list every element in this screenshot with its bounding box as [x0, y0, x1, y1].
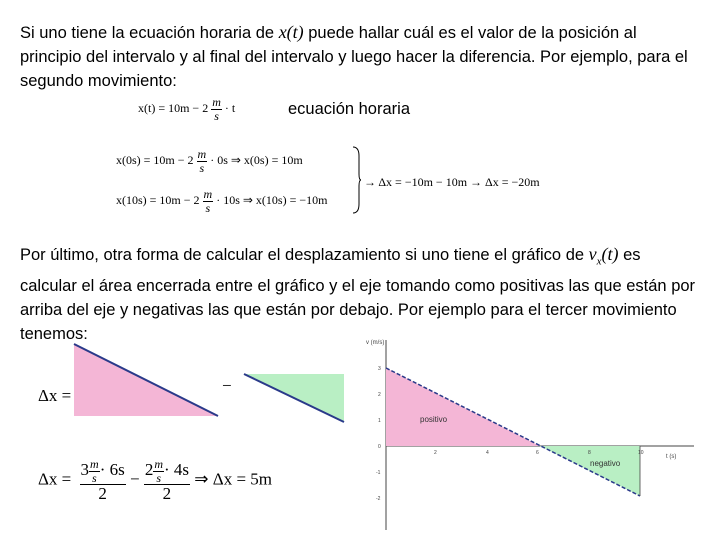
x-axis-label: t (s) — [666, 454, 677, 460]
svg-text:8: 8 — [588, 450, 591, 456]
intro-paragraph: Si uno tiene la ecuación horaria de x(t) puede hallar cuál es el valor de la posición al principio del intervalo y al final del intervalo y luego hacer la diferencia. Por ejemplo, para el segundo movimiento: — [20, 22, 688, 90]
displacement-result: → Δx = −10m − 10m → Δx = −20m — [364, 175, 540, 189]
y-axis-label: v (m/s) — [366, 340, 385, 346]
svg-text:0: 0 — [378, 444, 381, 450]
svg-text:2: 2 — [378, 392, 381, 398]
velocity-graph — [360, 334, 700, 534]
area-equation: Δx = 3 $\frac{m}{s}$ · 6s 2 − 2 $\frac{m}{s}$ · 4s 2 ⇒ Δx = 5m — [38, 457, 273, 504]
dx-label-top: Δx = — [38, 386, 72, 405]
negative-label: negativo — [590, 459, 621, 468]
equation-label: ecuación horaria — [288, 100, 410, 118]
svg-text:4: 4 — [486, 450, 489, 456]
minus-sign-top: − — [222, 376, 232, 395]
v-of-t-variable: $v_x(t)$ — [588, 244, 619, 268]
equation-row-1: x(0s) = 10m − 2 $\frac{m}{s}$ · 0s ⇒ x(0s) = 10m — [116, 147, 303, 175]
positive-label: positivo — [420, 415, 448, 424]
svg-text:6: 6 — [536, 450, 539, 456]
equation-row-2: x(10s) = 10m − 2 $\frac{m}{s}$ · 10s ⇒ x(10s) = −10m — [116, 187, 328, 215]
equation-main: x(t) = 10m − 2 $\frac{m}{s}$ · t — [138, 95, 236, 123]
svg-text:-1: -1 — [376, 470, 381, 476]
svg-text:2: 2 — [434, 450, 437, 456]
pink-triangle-figure — [72, 342, 222, 420]
svg-text:3: 3 — [378, 366, 381, 372]
svg-text:10: 10 — [638, 450, 644, 456]
y-ticks — [376, 366, 381, 502]
area-paragraph: Por último, otra forma de calcular el desplazamiento si uno tiene el gráfico de $v_x(t)$ es calcular el área encerrada entre el gráfico y el eje tomando como positivas las que están por arriba del eje y negativas las que están por debajo. Por ejemplo para el tercer movimiento tenemos: — [20, 244, 696, 343]
svg-text:1: 1 — [378, 418, 381, 424]
green-triangle-figure — [242, 372, 346, 424]
x-of-t-variable: x(t) — [278, 22, 304, 42]
svg-text:-2: -2 — [376, 496, 381, 502]
right-brace — [352, 146, 362, 214]
